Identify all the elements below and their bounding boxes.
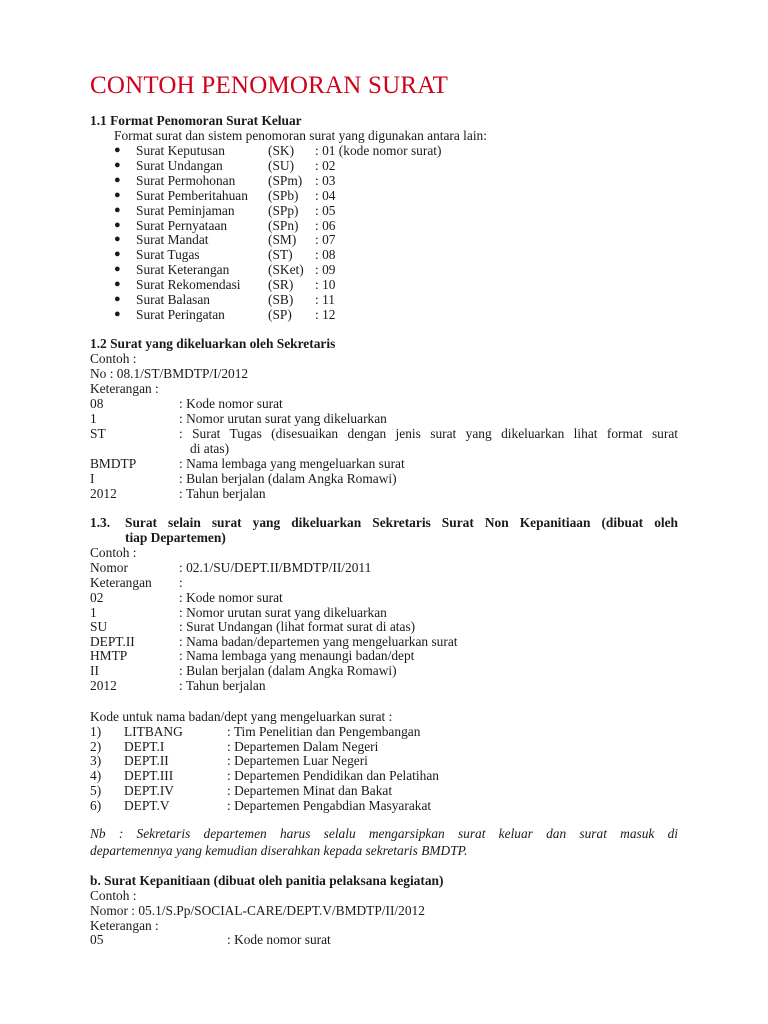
- letter-type-number: : 11: [315, 292, 335, 307]
- letter-type-number: : 07: [315, 232, 336, 248]
- legend-value: : Nomor urutan surat yang dikeluarkan: [179, 604, 387, 620]
- letter-type-number: : 10: [315, 277, 336, 293]
- letter-type-code: (SPp): [268, 202, 299, 218]
- section-1-3-keterangan-label: Keterangan: [90, 575, 152, 590]
- letter-type-name: Surat Tugas: [136, 247, 200, 263]
- legend-value: : Tahun berjalan: [179, 486, 266, 501]
- letter-type-name: Surat Mandat: [136, 232, 209, 248]
- letter-type-number: : 01 (kode nomor surat): [315, 143, 442, 158]
- letter-type-code: (SR): [268, 277, 294, 293]
- legend-key: 2012: [90, 486, 117, 501]
- legend-value: : Bulan berjalan (dalam Angka Romawi): [179, 663, 397, 678]
- letter-type-name: Surat Keputusan: [136, 143, 225, 158]
- legend-key: SU: [90, 619, 108, 635]
- legend-value: : Bulan berjalan (dalam Angka Romawi): [179, 471, 397, 486]
- bullet-icon: ●: [114, 293, 121, 305]
- letter-type-number: : 09: [315, 262, 336, 278]
- letter-type-number: : 08: [315, 247, 336, 263]
- legend-value: : Tahun berjalan: [179, 677, 266, 693]
- bullet-icon: ●: [114, 248, 121, 261]
- section-1-3-nomor-label: Nomor: [90, 560, 128, 575]
- legend-key: HMTP: [90, 648, 128, 664]
- bullet-icon: ●: [114, 188, 121, 201]
- legend-value: : Kode nomor surat: [179, 396, 283, 411]
- letter-type-name: Surat Pemberitahuan: [136, 187, 248, 203]
- letter-type-number: : 05: [315, 202, 336, 218]
- letter-type-code: (SM): [268, 232, 297, 248]
- bullet-icon: ●: [114, 218, 121, 231]
- letter-type-number: : 02: [315, 157, 336, 173]
- section-1-3-keterangan-colon: :: [179, 575, 183, 590]
- section-b-heading: b. Surat Kepanitiaan (dibuat oleh panitia pelaksana kegiatan): [90, 873, 444, 888]
- dept-name: : Departemen Minat dan Bakat: [227, 782, 393, 798]
- dept-number: 5): [90, 782, 102, 798]
- dept-number: 2): [90, 738, 102, 754]
- section-1-2-heading: 1.2 Surat yang dikeluarkan oleh Sekretaris: [90, 336, 336, 351]
- legend-key: II: [90, 663, 99, 678]
- dept-code-intro: Kode untuk nama badan/dept yang mengeluarkan surat :: [90, 709, 393, 724]
- legend-value: : Nama lembaga yang menaungi badan/dept: [179, 648, 415, 664]
- section-1-3-heading: Surat selain surat yang dikeluarkan Sekretaris Surat Non Kepanitiaan (dibuat oleh: [125, 515, 678, 530]
- dept-number: 4): [90, 768, 102, 784]
- letter-type-name: Surat Keterangan: [136, 262, 230, 278]
- dept-name: : Departemen Pengabdian Masyarakat: [227, 797, 432, 813]
- dept-name: : Departemen Dalam Negeri: [227, 738, 379, 754]
- legend-value: : Surat Tugas (disesuaikan dengan jenis surat yang dikeluarkan lihat format surat: [179, 426, 678, 441]
- legend-key: 1: [90, 604, 97, 620]
- section-1-3-heading-cont: tiap Departemen): [125, 530, 226, 545]
- dept-code: DEPT.IV: [124, 782, 174, 798]
- letter-type-code: (SU): [268, 157, 295, 173]
- letter-type-code: (SPb): [268, 187, 299, 203]
- legend-value: : Nomor urutan surat yang dikeluarkan: [179, 411, 387, 426]
- legend-value: : Nama badan/departemen yang mengeluarkan surat: [179, 633, 458, 649]
- bullet-icon: ●: [114, 158, 121, 171]
- letter-type-number: : 12: [315, 306, 336, 322]
- legend-key: 08: [90, 396, 104, 411]
- bullet-icon: ●: [114, 203, 121, 216]
- legend-value-cont: di atas): [190, 441, 230, 456]
- letter-type-name: Surat Balasan: [136, 292, 211, 307]
- letter-type-number: : 03: [315, 172, 336, 188]
- dept-code: DEPT.V: [124, 797, 170, 813]
- bullet-icon: ●: [114, 278, 121, 291]
- letter-type-number: : 06: [315, 217, 336, 233]
- letter-type-code: (ST): [268, 247, 293, 263]
- legend-key: 2012: [90, 677, 117, 693]
- section-b-nomor: Nomor : 05.1/S.Pp/SOCIAL-CARE/DEPT.V/BMDTP/II/2012: [90, 903, 425, 918]
- dept-code: DEPT.I: [124, 738, 165, 754]
- bullet-icon: ●: [114, 144, 121, 156]
- letter-type-code: (SK): [268, 143, 295, 158]
- legend-key: 02: [90, 590, 104, 605]
- dept-number: 3): [90, 753, 102, 769]
- section-1-1-intro: Format surat dan sistem penomoran surat yang digunakan antara lain:: [114, 128, 487, 143]
- section-1-2-number: No : 08.1/ST/BMDTP/I/2012: [90, 366, 249, 381]
- letter-type-code: (SPn): [268, 217, 299, 233]
- section-b-contoh: Contoh :: [90, 888, 137, 903]
- letter-type-code: (SKet): [268, 262, 304, 278]
- section-b-row-key: 05: [90, 932, 104, 947]
- section-b-row-value: : Kode nomor surat: [227, 932, 331, 947]
- letter-type-name: Surat Permohonan: [136, 172, 236, 188]
- note-line-2: departemennya yang kemudian diserahkan kepada sekretaris BMDTP.: [90, 843, 468, 858]
- legend-key: I: [90, 471, 95, 486]
- section-1-3-number: 1.3.: [90, 515, 111, 530]
- legend-key: 1: [90, 411, 97, 426]
- page-title: CONTOH PENOMORAN SURAT: [90, 72, 449, 99]
- letter-type-code: (SB): [268, 292, 294, 307]
- section-1-3-nomor-value: : 02.1/SU/DEPT.II/BMDTP/II/2011: [179, 560, 372, 575]
- section-1-1-heading: 1.1 Format Penomoran Surat Keluar: [90, 113, 302, 128]
- section-1-2-keterangan: Keterangan :: [90, 381, 159, 396]
- legend-key: ST: [90, 426, 106, 441]
- legend-key: DEPT.II: [90, 633, 135, 649]
- bullet-icon: ●: [114, 173, 121, 186]
- letter-type-name: Surat Rekomendasi: [136, 277, 241, 293]
- section-b-keterangan: Keterangan :: [90, 918, 159, 933]
- legend-value: : Kode nomor surat: [179, 590, 283, 605]
- letter-type-code: (SP): [268, 306, 292, 322]
- dept-name: : Departemen Luar Negeri: [227, 753, 368, 769]
- letter-type-name: Surat Undangan: [136, 157, 223, 173]
- letter-type-code: (SPm): [268, 172, 303, 188]
- dept-code: LITBANG: [124, 724, 183, 739]
- bullet-icon: ●: [114, 307, 121, 320]
- note-line-1: Nb : Sekretaris departemen harus selalu mengarsipkan surat keluar dan surat masuk di: [90, 826, 678, 841]
- letter-type-name: Surat Peringatan: [136, 306, 225, 322]
- dept-number: 6): [90, 797, 102, 813]
- legend-key: BMDTP: [90, 456, 137, 471]
- bullet-icon: ●: [114, 233, 121, 246]
- letter-type-name: Surat Peminjaman: [136, 202, 235, 218]
- legend-value: : Surat Undangan (lihat format surat di atas): [179, 619, 416, 635]
- dept-name: : Departemen Pendidikan dan Pelatihan: [227, 768, 439, 784]
- letter-type-number: : 04: [315, 187, 336, 203]
- section-1-3-contoh: Contoh :: [90, 545, 137, 560]
- dept-code: DEPT.III: [124, 768, 174, 784]
- dept-number: 1): [90, 724, 102, 739]
- section-1-2-contoh: Contoh :: [90, 351, 137, 366]
- letter-type-name: Surat Pernyataan: [136, 217, 228, 233]
- dept-code: DEPT.II: [124, 753, 169, 769]
- bullet-icon: ●: [114, 263, 121, 276]
- dept-name: : Tim Penelitian dan Pengembangan: [227, 724, 421, 739]
- legend-value: : Nama lembaga yang mengeluarkan surat: [179, 456, 405, 471]
